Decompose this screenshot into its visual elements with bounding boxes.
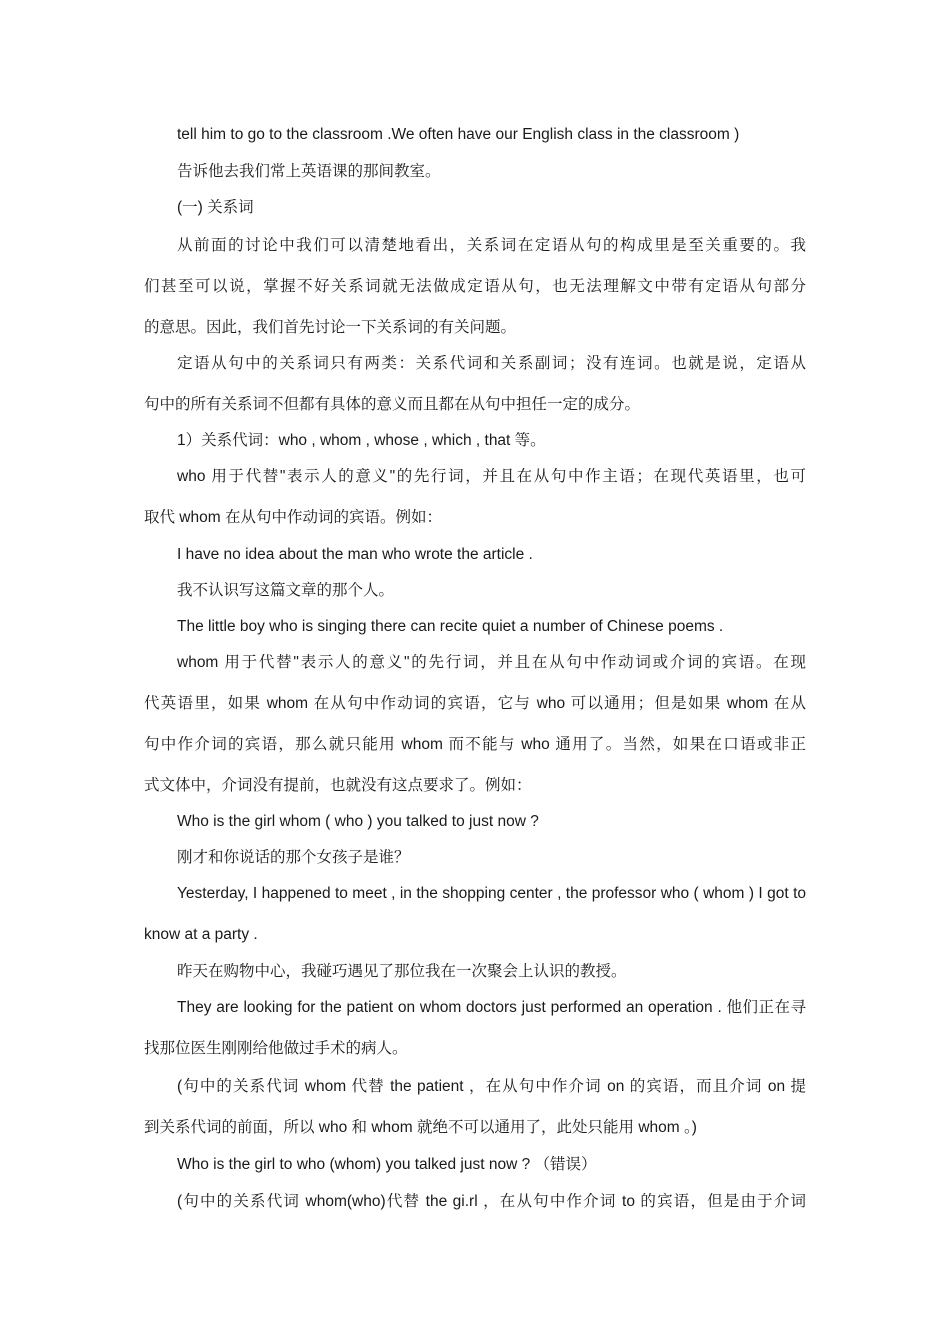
text-line: 句中作介词的宾语，那么就只能用 whom 而不能与 who 通用了。当然，如果在口语或非正 [144, 736, 806, 753]
example-sentence: Who is the girl whom ( who ) you talked to just now ? [177, 813, 539, 830]
text-line: whom 用于代替"表示人的意义"的先行词，并且在从句中作动词或介词的宾语。在现 [177, 654, 806, 671]
example-sentence: Who is the girl to who (whom) you talked just now ? （错误） [177, 1156, 597, 1173]
text-line: tell him to go to the classroom .We often have our English class in the classroom ) [177, 126, 740, 143]
section-heading: (一) 关系词 [177, 199, 254, 216]
note-line: (句中的关系代词 whom 代替 the patient ，在从句中作介词 on 的宾语，而且介词 on 提 [177, 1078, 806, 1095]
text-line: who 用于代替"表示人的意义"的先行词，并且在从句中作主语；在现代英语里，也可 [177, 468, 806, 485]
example-sentence: They are looking for the patient on whom doctors just performed an operation . 他们正在寻 [177, 999, 806, 1016]
example-translation: 昨天在购物中心，我碰巧遇见了那位我在一次聚会上认识的教授。 [177, 963, 627, 980]
example-translation: 我不认识写这篇文章的那个人。 [177, 582, 395, 599]
text-line: 句中的所有关系词不但都有具体的意义而且都在从句中担任一定的成分。 [144, 396, 641, 413]
example-sentence: know at a party . [144, 926, 258, 943]
note-line: 到关系代词的前面，所以 who 和 whom 就绝不可以通用了，此处只能用 whom 。) [144, 1119, 697, 1136]
text-line: 们甚至可以说，掌握不好关系词就无法做成定语从句，也无法理解文中带有定语从句部分 [144, 278, 806, 295]
example-sentence: The little boy who is singing there can recite quiet a number of Chinese poems . [177, 618, 724, 635]
text-line: 从前面的讨论中我们可以清楚地看出，关系词在定语从句的构成里是至关重要的。我 [177, 237, 806, 254]
text-line: 告诉他去我们常上英语课的那间教室。 [177, 163, 441, 180]
example-translation: 刚才和你说话的那个女孩子是谁？ [177, 849, 410, 866]
example-translation: 找那位医生刚刚给他做过手术的病人。 [144, 1040, 408, 1057]
text-line: 的意思。因此，我们首先讨论一下关系词的有关问题。 [144, 319, 517, 336]
example-sentence: I have no idea about the man who wrote the article . [177, 546, 533, 563]
text-line: 式文体中，介词没有提前，也就没有这点要求了。例如： [144, 777, 532, 794]
text-line: 定语从句中的关系词只有两类：关系代词和关系副词；没有连词。也就是说，定语从 [177, 355, 806, 372]
note-line: (句中的关系代词 whom(who)代替 the gi.rl ，在从句中作介词 to 的宾语，但是由于介词 [177, 1193, 806, 1210]
text-line: 取代 whom 在从句中作动词的宾语。例如： [144, 509, 442, 526]
example-sentence: Yesterday, I happened to meet , in the shopping center , the professor who ( whom ) I got to [177, 885, 806, 902]
text-line: 代英语里，如果 whom 在从句中作动词的宾语，它与 who 可以通用；但是如果 whom 在从 [144, 695, 806, 712]
text-line: 1）关系代词：who , whom , whose , which , that 等。 [177, 432, 546, 449]
